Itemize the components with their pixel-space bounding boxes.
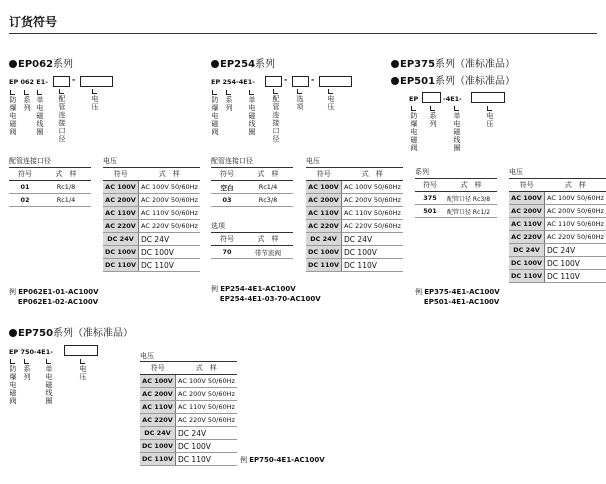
header-style: 式 样 xyxy=(243,168,293,181)
table-row: 01 Rc1/8 xyxy=(9,181,91,194)
series-label: 系列 xyxy=(429,112,437,128)
ep062-title-code: EP062 xyxy=(18,59,54,70)
table-row: 空白 Rc1/4 xyxy=(211,181,293,194)
pipe-port-label: 配管连接口径 xyxy=(272,95,280,143)
tick-mark xyxy=(10,90,15,95)
single-coil-label: 单电磁线圈 xyxy=(453,112,461,152)
table-row: DC 100V DC 100V xyxy=(140,440,237,453)
table-row: AC 220V AC 220V 50/60Hz xyxy=(103,220,200,233)
series-label: 系列 xyxy=(23,365,31,381)
tick-mark xyxy=(92,89,97,94)
table-row: DC 110V DC 110V xyxy=(140,453,237,466)
ep062-port-table xyxy=(9,167,91,207)
header-symbol: 符号 xyxy=(9,168,41,181)
header-style: 式 样 xyxy=(139,168,200,181)
tick-mark xyxy=(487,106,492,111)
ep062-voltage-caption: 电压 xyxy=(103,157,117,165)
table-row: AC 100V AC 100V 50/60Hz xyxy=(509,192,606,205)
ep254-example: 例 EP254-4E1-AC100V EP254-4E1-03-70-AC100V xyxy=(211,285,321,303)
ep750-section-title: EP750系列（准标准品） xyxy=(9,327,133,340)
tick-mark xyxy=(46,359,51,364)
ep375-series-caption: 系列 xyxy=(415,168,429,176)
header-symbol: 符号 xyxy=(140,362,176,375)
table-row: DC 24V DC 24V xyxy=(103,233,200,246)
pipe-port-label: 配管连接口径 xyxy=(58,95,66,143)
table-row: 02 Rc1/4 xyxy=(9,194,91,207)
ep375-code-suffix: -4E1- xyxy=(443,95,462,103)
tick-mark xyxy=(24,359,29,364)
ep375-section-title: EP375系列（准标准品） xyxy=(391,58,515,71)
header-symbol: 符号 xyxy=(211,168,243,181)
voltage-label: 电压 xyxy=(79,365,87,381)
table-row: AC 220V AC 220V 50/60Hz xyxy=(140,414,237,427)
header-symbol: 符号 xyxy=(103,168,139,181)
table-row: DC 24V DC 24V xyxy=(140,427,237,440)
ep062-voltage-box xyxy=(80,76,113,87)
single-coil-label: 单电磁线圈 xyxy=(45,365,53,405)
ep254-section-title: EP254系列 xyxy=(211,58,275,71)
ep254-option-table xyxy=(211,232,293,259)
table-row: AC 100V AC 100V 50/60Hz xyxy=(306,181,403,194)
single-coil-label: 单电磁线圈 xyxy=(36,96,44,136)
tick-mark xyxy=(273,89,278,94)
ep062-section-title xyxy=(9,58,73,71)
table-row: AC 110V AC 110V 50/60Hz xyxy=(140,401,237,414)
table-row: DC 110V DC 110V xyxy=(306,259,403,272)
tick-mark xyxy=(80,359,85,364)
series-label: 系列 xyxy=(23,96,31,112)
table-row: DC 100V DC 100V xyxy=(306,246,403,259)
header-symbol: 符号 xyxy=(509,179,545,192)
ep750-voltage-box xyxy=(64,345,98,356)
header-symbol: 符号 xyxy=(211,233,243,246)
table-row: AC 100V AC 100V 50/60Hz xyxy=(103,181,200,194)
header-style: 式 样 xyxy=(445,179,497,192)
tick-mark xyxy=(411,106,416,111)
voltage-label: 电压 xyxy=(486,112,494,128)
tick-mark xyxy=(454,106,459,111)
series-label: 系列 xyxy=(225,96,233,112)
table-row: 70 带节流阀 xyxy=(211,246,293,259)
table-row: AC 110V AC 110V 50/60Hz xyxy=(509,218,606,231)
ep254-port-box xyxy=(265,76,282,87)
ep375-voltage-box xyxy=(471,92,505,103)
ep062-title-suffix: 系列 xyxy=(53,59,74,70)
table-row: DC 24V DC 24V xyxy=(306,233,403,246)
tick-mark xyxy=(249,90,254,95)
header-style: 式 样 xyxy=(243,233,293,246)
ep254-voltage-table xyxy=(306,167,403,272)
table-row: DC 100V DC 100V xyxy=(509,257,606,270)
header-style: 式 样 xyxy=(545,179,606,192)
ep375-code-prefix: EP xyxy=(409,95,419,103)
table-row: DC 24V DC 24V xyxy=(509,244,606,257)
ep062-voltage-table xyxy=(103,167,200,272)
explosion-proof-label: 防爆电磁阀 xyxy=(211,96,219,136)
bullet-icon xyxy=(211,60,219,68)
ep750-voltage-caption: 电压 xyxy=(140,352,154,360)
separator-dash: - xyxy=(72,75,76,84)
bullet-icon xyxy=(9,329,17,337)
explosion-proof-label: 防爆电磁阀 xyxy=(410,112,418,152)
ep254-voltage-caption: 电压 xyxy=(306,157,320,165)
separator-dash: - xyxy=(311,75,315,84)
page-title: 订货符号 xyxy=(9,15,58,29)
tick-mark xyxy=(212,90,217,95)
ep254-order-code: EP 254-4E1- xyxy=(211,78,255,86)
ep750-example: 例 EP750-4E1-AC100V xyxy=(240,456,325,464)
ep254-option-caption: 选项 xyxy=(211,222,225,230)
ep750-voltage-table xyxy=(140,361,237,466)
table-row: AC 200V AC 200V 50/60Hz xyxy=(140,388,237,401)
title-rule xyxy=(9,33,597,34)
ep254-voltage-box xyxy=(319,76,352,87)
ep062-port-caption: 配管连接口径 xyxy=(9,157,51,165)
header-style: 式 样 xyxy=(342,168,403,181)
header-style: 式 样 xyxy=(176,362,237,375)
tick-mark xyxy=(37,90,42,95)
separator-dash: - xyxy=(284,75,288,84)
ep501-section-title: EP501系列（准标准品） xyxy=(391,75,515,88)
tick-mark xyxy=(59,89,64,94)
table-row: AC 100V AC 100V 50/60Hz xyxy=(140,375,237,388)
bullet-icon xyxy=(391,60,399,68)
table-row: DC 100V DC 100V xyxy=(103,246,200,259)
ep375-series-table xyxy=(415,178,497,218)
table-row: AC 200V AC 200V 50/60Hz xyxy=(509,205,606,218)
tick-mark xyxy=(24,90,29,95)
single-coil-label: 单电磁线圈 xyxy=(248,96,256,136)
header-style: 式 样 xyxy=(41,168,91,181)
ep254-port-table xyxy=(211,167,293,207)
voltage-label: 电压 xyxy=(327,95,335,111)
table-row: 03 Rc3/8 xyxy=(211,194,293,207)
bullet-icon xyxy=(391,77,399,85)
option-label: 选项 xyxy=(296,95,304,111)
ep375-series-box xyxy=(422,92,441,103)
table-row: AC 200V AC 200V 50/60Hz xyxy=(306,194,403,207)
header-symbol: 符号 xyxy=(415,179,445,192)
table-row: AC 220V AC 220V 50/60Hz xyxy=(509,231,606,244)
table-row: AC 110V AC 110V 50/60Hz xyxy=(103,207,200,220)
table-row: AC 110V AC 110V 50/60Hz xyxy=(306,207,403,220)
bullet-icon xyxy=(9,60,17,68)
table-row: AC 220V AC 220V 50/60Hz xyxy=(306,220,403,233)
explosion-proof-label: 防爆电磁阀 xyxy=(9,96,17,136)
tick-mark xyxy=(226,90,231,95)
ep375-voltage-table xyxy=(509,178,606,283)
ep375-voltage-caption: 电压 xyxy=(509,168,523,176)
ep375-example: 例 EP375-4E1-AC100V EP501-4E1-AC100V xyxy=(415,288,500,306)
voltage-label: 电压 xyxy=(91,95,99,111)
ep254-option-box xyxy=(292,76,309,87)
table-row: 501 配管口径 Rc1/2 xyxy=(415,205,497,218)
table-row: DC 110V DC 110V xyxy=(103,259,200,272)
ep062-port-box xyxy=(53,76,70,87)
tick-mark xyxy=(297,89,302,94)
ep062-example: 例 EP062E1-01-AC100V EP062E1-02-AC100V xyxy=(9,288,99,306)
ep062-order-code: EP 062 E1- xyxy=(9,78,48,86)
ep254-port-caption: 配管连接口径 xyxy=(211,157,253,165)
ep750-order-code: EP 750-4E1- xyxy=(9,348,53,356)
tick-mark xyxy=(328,89,333,94)
explosion-proof-label: 防爆电磁阀 xyxy=(9,365,17,405)
table-row: 375 配管口径 Rc3/8 xyxy=(415,192,497,205)
tick-mark xyxy=(10,359,15,364)
table-row: AC 200V AC 200V 50/60Hz xyxy=(103,194,200,207)
table-row: DC 110V DC 110V xyxy=(509,270,606,283)
header-symbol: 符号 xyxy=(306,168,342,181)
tick-mark xyxy=(430,106,435,111)
